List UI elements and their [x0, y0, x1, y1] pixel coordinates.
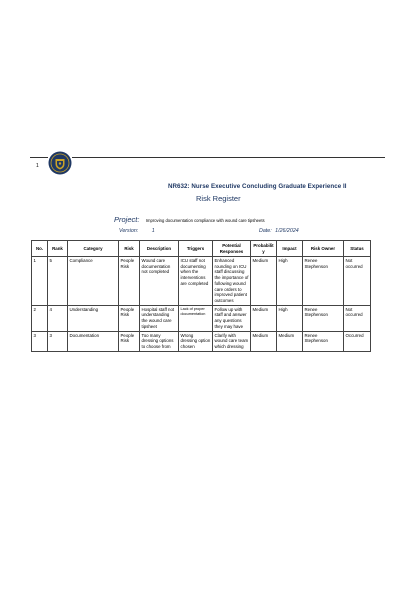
cell-impact: High	[277, 257, 303, 306]
cell-no: 3	[32, 331, 48, 351]
cell-status: Not occurred	[344, 305, 371, 331]
table-row	[32, 257, 371, 306]
version-line	[119, 228, 155, 234]
project-value: Improving documentation compliance with wound care tipsheets	[145, 218, 265, 223]
cell-triggers: ICU staff not documenting when the interventions are completed	[179, 257, 213, 306]
cell-owner: Renee Stephenson	[303, 257, 344, 306]
cell-probability: Medium	[251, 305, 277, 331]
cell-risk: People Risk	[119, 257, 140, 306]
cell-status: Occurred	[344, 331, 371, 351]
table-row	[32, 305, 371, 331]
cell-description: Hospital staff not understanding the wound care tipsheet	[140, 305, 179, 331]
date-line	[259, 228, 299, 234]
column-header: No.	[32, 241, 48, 257]
cell-rank: 3	[48, 331, 68, 351]
cell-description: Too many dressing options to choose from	[140, 331, 179, 351]
column-header: Risk Owner	[303, 241, 344, 257]
column-header: Potential Responses	[213, 241, 251, 257]
column-header: Rank	[48, 241, 68, 257]
cell-owner: Renee Stephenson	[303, 305, 344, 331]
cell-status: Not occurred	[344, 257, 371, 306]
cell-category: Compliance	[68, 257, 119, 306]
cell-no: 2	[32, 305, 48, 331]
table-header-row	[32, 241, 371, 257]
risk-register-table	[31, 240, 371, 352]
page-number: 1	[36, 163, 39, 169]
register-title: Risk Register	[196, 194, 241, 203]
version-value: 1	[151, 228, 155, 234]
column-header: Status	[344, 241, 371, 257]
cell-no: 1	[32, 257, 48, 306]
cell-rank: 4	[48, 305, 68, 331]
project-label: Project:	[114, 215, 140, 224]
cell-triggers: Wrong dressing option chosen	[179, 331, 213, 351]
course-title: NR632: Nurse Executive Concluding Graduate Experience II	[168, 183, 347, 190]
cell-triggers: Lack of proper documentation	[179, 305, 213, 331]
cell-responses: Clarify with wound care team which dressing	[213, 331, 251, 351]
column-header: Triggers	[179, 241, 213, 257]
cell-owner: Renee Stephenson	[303, 331, 344, 351]
column-header: Probability	[251, 241, 277, 257]
project-line	[114, 209, 265, 227]
cell-risk: People Risk	[119, 331, 140, 351]
cell-risk: People Risk	[119, 305, 140, 331]
university-seal-logo	[48, 151, 72, 175]
column-header: Category	[68, 241, 119, 257]
cell-responses: Follow up with staff and answer any questions they may have	[213, 305, 251, 331]
cell-impact: High	[277, 305, 303, 331]
cell-responses: Enhanced rounding on ICU staff discussing the importance of following wound care orders to improved patient outcomes	[213, 257, 251, 306]
cell-rank: 5	[48, 257, 68, 306]
column-header: Description	[140, 241, 179, 257]
cell-impact: Medium	[277, 331, 303, 351]
column-header: Risk	[119, 241, 140, 257]
version-label: Version:	[119, 228, 139, 234]
date-label: Date:	[259, 228, 272, 234]
cell-description: Wound care documentation not completed	[140, 257, 179, 306]
header-rule-left	[30, 157, 48, 158]
cell-probability: Medium	[251, 257, 277, 306]
date-value: 1/26/2024	[275, 228, 299, 234]
header-rule-right	[72, 157, 385, 158]
cell-category: Understanding	[68, 305, 119, 331]
cell-category: Documentation	[68, 331, 119, 351]
cell-probability: Medium	[251, 331, 277, 351]
column-header: Impact	[277, 241, 303, 257]
table-row	[32, 331, 371, 351]
